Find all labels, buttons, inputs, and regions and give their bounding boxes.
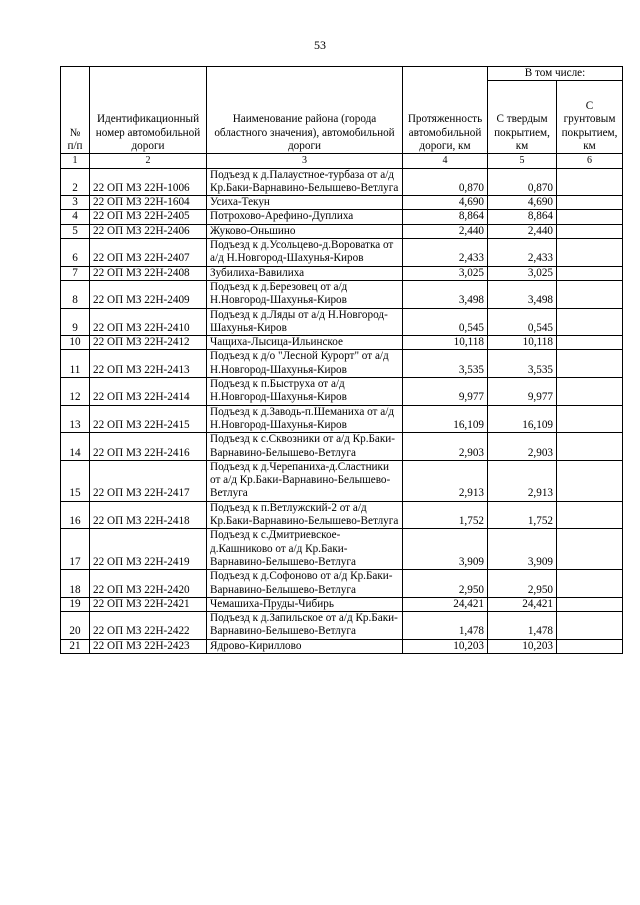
road-id: 22 ОП МЗ 22Н-2417 <box>90 460 207 501</box>
hard-surface-length: 3,498 <box>488 280 557 308</box>
table-row <box>61 501 623 529</box>
hard-surface-length: 2,433 <box>488 239 557 267</box>
road-id: 22 ОП МЗ 22Н-2420 <box>90 570 207 598</box>
row-number: 19 <box>61 597 90 611</box>
table-row <box>61 224 623 238</box>
roads-table <box>60 66 623 654</box>
row-number: 3 <box>61 196 90 210</box>
header-road-id: Идентификационный номер автомобильной дороги <box>90 67 207 154</box>
road-id: 22 ОП МЗ 22Н-2412 <box>90 336 207 350</box>
row-number: 7 <box>61 266 90 280</box>
ground-surface-length <box>557 460 623 501</box>
road-name: Чемашиха-Пруды-Чибирь <box>207 597 403 611</box>
road-length: 16,109 <box>403 405 488 433</box>
header-length: Протяженность автомобильной дороги, км <box>403 67 488 154</box>
table-row <box>61 597 623 611</box>
table-row <box>61 350 623 378</box>
road-length: 3,025 <box>403 266 488 280</box>
road-name: Подъезд к д/о "Лесной Курорт" от а/д Н.Новгород-Шахунья-Киров <box>207 350 403 378</box>
hard-surface-length: 10,203 <box>488 639 557 653</box>
road-id: 22 ОП МЗ 22Н-2415 <box>90 405 207 433</box>
road-id: 22 ОП МЗ 22Н-2414 <box>90 378 207 406</box>
road-id: 22 ОП МЗ 22Н-2408 <box>90 266 207 280</box>
row-number: 15 <box>61 460 90 501</box>
hard-surface-length: 24,421 <box>488 597 557 611</box>
column-number: 3 <box>207 154 403 168</box>
ground-surface-length <box>557 639 623 653</box>
road-length: 0,545 <box>403 308 488 336</box>
ground-surface-length <box>557 196 623 210</box>
row-number: 5 <box>61 224 90 238</box>
road-name: Подъезд к д.Черепаниха-д.Сластники от а/д Кр.Баки-Варнавино-Белышево-Ветлуга <box>207 460 403 501</box>
road-id: 22 ОП МЗ 22Н-2421 <box>90 597 207 611</box>
road-length: 3,909 <box>403 529 488 570</box>
row-number: 4 <box>61 210 90 224</box>
column-number: 6 <box>557 154 623 168</box>
ground-surface-length <box>557 612 623 640</box>
column-number: 2 <box>90 154 207 168</box>
road-id: 22 ОП МЗ 22Н-2423 <box>90 639 207 653</box>
road-length: 1,478 <box>403 612 488 640</box>
road-length: 2,433 <box>403 239 488 267</box>
ground-surface-length <box>557 336 623 350</box>
road-length: 8,864 <box>403 210 488 224</box>
road-id: 22 ОП МЗ 22Н-2407 <box>90 239 207 267</box>
table-row <box>61 196 623 210</box>
road-name: Подъезд к с.Дмитриевское-д.Кашниково от а/д Кр.Баки-Варнавино-Белышево-Ветлуга <box>207 529 403 570</box>
ground-surface-length <box>557 308 623 336</box>
road-length: 2,903 <box>403 433 488 461</box>
row-number: 14 <box>61 433 90 461</box>
row-number: 17 <box>61 529 90 570</box>
road-id: 22 ОП МЗ 22Н-2416 <box>90 433 207 461</box>
table-row <box>61 405 623 433</box>
hard-surface-length: 4,690 <box>488 196 557 210</box>
header-number: № п/п <box>61 67 90 154</box>
road-id: 22 ОП МЗ 22Н-2419 <box>90 529 207 570</box>
row-number: 16 <box>61 501 90 529</box>
road-id: 22 ОП МЗ 22Н-2405 <box>90 210 207 224</box>
road-name: Подъезд к с.Сквозники от а/д Кр.Баки-Варнавино-Белышево-Ветлуга <box>207 433 403 461</box>
ground-surface-length <box>557 597 623 611</box>
road-id: 22 ОП МЗ 22Н-1604 <box>90 196 207 210</box>
ground-surface-length <box>557 378 623 406</box>
hard-surface-length: 1,478 <box>488 612 557 640</box>
road-length: 24,421 <box>403 597 488 611</box>
road-length: 3,535 <box>403 350 488 378</box>
hard-surface-length: 9,977 <box>488 378 557 406</box>
hard-surface-length: 2,440 <box>488 224 557 238</box>
header-ground-surface: С грунтовым покрытием, км <box>557 81 623 154</box>
road-name: Подъезд к д.Заводь-п.Шеманиха от а/д Н.Новгород-Шахунья-Киров <box>207 405 403 433</box>
road-name: Чащиха-Лысица-Ильинское <box>207 336 403 350</box>
table-row <box>61 460 623 501</box>
table-row <box>61 210 623 224</box>
road-length: 3,498 <box>403 280 488 308</box>
row-number: 11 <box>61 350 90 378</box>
road-name: Подъезд к п.Ветлужский-2 от а/д Кр.Баки-Варнавино-Белышево-Ветлуга <box>207 501 403 529</box>
ground-surface-length <box>557 224 623 238</box>
ground-surface-length <box>557 529 623 570</box>
table-row <box>61 529 623 570</box>
road-length: 2,440 <box>403 224 488 238</box>
hard-surface-length: 2,903 <box>488 433 557 461</box>
table-row <box>61 280 623 308</box>
column-number: 4 <box>403 154 488 168</box>
road-id: 22 ОП МЗ 22Н-2418 <box>90 501 207 529</box>
row-number: 6 <box>61 239 90 267</box>
ground-surface-length <box>557 433 623 461</box>
table-row <box>61 308 623 336</box>
ground-surface-length <box>557 570 623 598</box>
ground-surface-length <box>557 350 623 378</box>
hard-surface-length: 8,864 <box>488 210 557 224</box>
ground-surface-length <box>557 266 623 280</box>
ground-surface-length <box>557 405 623 433</box>
ground-surface-length <box>557 280 623 308</box>
road-length: 4,690 <box>403 196 488 210</box>
road-name: Подъезд к д.Березовец от а/д Н.Новгород-Шахунья-Киров <box>207 280 403 308</box>
hard-surface-length: 0,545 <box>488 308 557 336</box>
road-name: Потрохово-Арефино-Дуплиха <box>207 210 403 224</box>
table-row <box>61 433 623 461</box>
road-length: 9,977 <box>403 378 488 406</box>
hard-surface-length: 1,752 <box>488 501 557 529</box>
road-name: Подъезд к д.Софоново от а/д Кр.Баки-Варнавино-Белышево-Ветлуга <box>207 570 403 598</box>
table-row <box>61 266 623 280</box>
road-length: 10,203 <box>403 639 488 653</box>
road-id: 22 ОП МЗ 22Н-2410 <box>90 308 207 336</box>
hard-surface-length: 0,870 <box>488 168 557 196</box>
road-name: Подъезд к п.Быструха от а/д Н.Новгород-Шахунья-Киров <box>207 378 403 406</box>
ground-surface-length <box>557 239 623 267</box>
ground-surface-length <box>557 501 623 529</box>
row-number: 12 <box>61 378 90 406</box>
row-number: 20 <box>61 612 90 640</box>
road-name: Подъезд к д.Запильское от а/д Кр.Баки-Варнавино-Белышево-Ветлуга <box>207 612 403 640</box>
hard-surface-length: 16,109 <box>488 405 557 433</box>
hard-surface-length: 3,535 <box>488 350 557 378</box>
road-length: 2,950 <box>403 570 488 598</box>
road-id: 22 ОП МЗ 22Н-2409 <box>90 280 207 308</box>
row-number: 8 <box>61 280 90 308</box>
table-row <box>61 570 623 598</box>
row-number: 10 <box>61 336 90 350</box>
road-length: 2,913 <box>403 460 488 501</box>
road-id: 22 ОП МЗ 22Н-2413 <box>90 350 207 378</box>
header-hard-surface: С твердым покрытием, км <box>488 81 557 154</box>
road-name: Ядрово-Кириллово <box>207 639 403 653</box>
row-number: 9 <box>61 308 90 336</box>
road-name: Подъезд к д.Усольцево-д.Вороватка от а/д Н.Новгород-Шахунья-Киров <box>207 239 403 267</box>
road-id: 22 ОП МЗ 22Н-2406 <box>90 224 207 238</box>
ground-surface-length <box>557 210 623 224</box>
table-row <box>61 612 623 640</box>
hard-surface-length: 3,909 <box>488 529 557 570</box>
road-length: 1,752 <box>403 501 488 529</box>
hard-surface-length: 2,913 <box>488 460 557 501</box>
column-numbers-row <box>61 154 623 168</box>
column-number: 1 <box>61 154 90 168</box>
table-row <box>61 239 623 267</box>
row-number: 18 <box>61 570 90 598</box>
table-row <box>61 378 623 406</box>
table-row <box>61 336 623 350</box>
row-number: 21 <box>61 639 90 653</box>
row-number: 13 <box>61 405 90 433</box>
road-name: Жуково-Оньшино <box>207 224 403 238</box>
hard-surface-length: 2,950 <box>488 570 557 598</box>
hard-surface-length: 10,118 <box>488 336 557 350</box>
table-body <box>61 168 623 653</box>
road-name: Подъезд к д.Ляды от а/д Н.Новгород-Шахунья-Киров <box>207 308 403 336</box>
road-length: 0,870 <box>403 168 488 196</box>
road-name: Подъезд к д.Палаустное-турбаза от а/д Кр.Баки-Варнавино-Белышево-Ветлуга <box>207 168 403 196</box>
column-number: 5 <box>488 154 557 168</box>
road-id: 22 ОП МЗ 22Н-1006 <box>90 168 207 196</box>
page-number: 53 <box>314 38 326 52</box>
road-name: Усиха-Текун <box>207 196 403 210</box>
table-row <box>61 639 623 653</box>
road-length: 10,118 <box>403 336 488 350</box>
row-number: 2 <box>61 168 90 196</box>
road-name: Зубилиха-Вавилиха <box>207 266 403 280</box>
header-road-name: Наименование района (города областного значения), автомобильной дороги <box>207 67 403 154</box>
hard-surface-length: 3,025 <box>488 266 557 280</box>
header-including: В том числе: <box>488 67 623 81</box>
road-id: 22 ОП МЗ 22Н-2422 <box>90 612 207 640</box>
ground-surface-length <box>557 168 623 196</box>
table-row <box>61 168 623 196</box>
